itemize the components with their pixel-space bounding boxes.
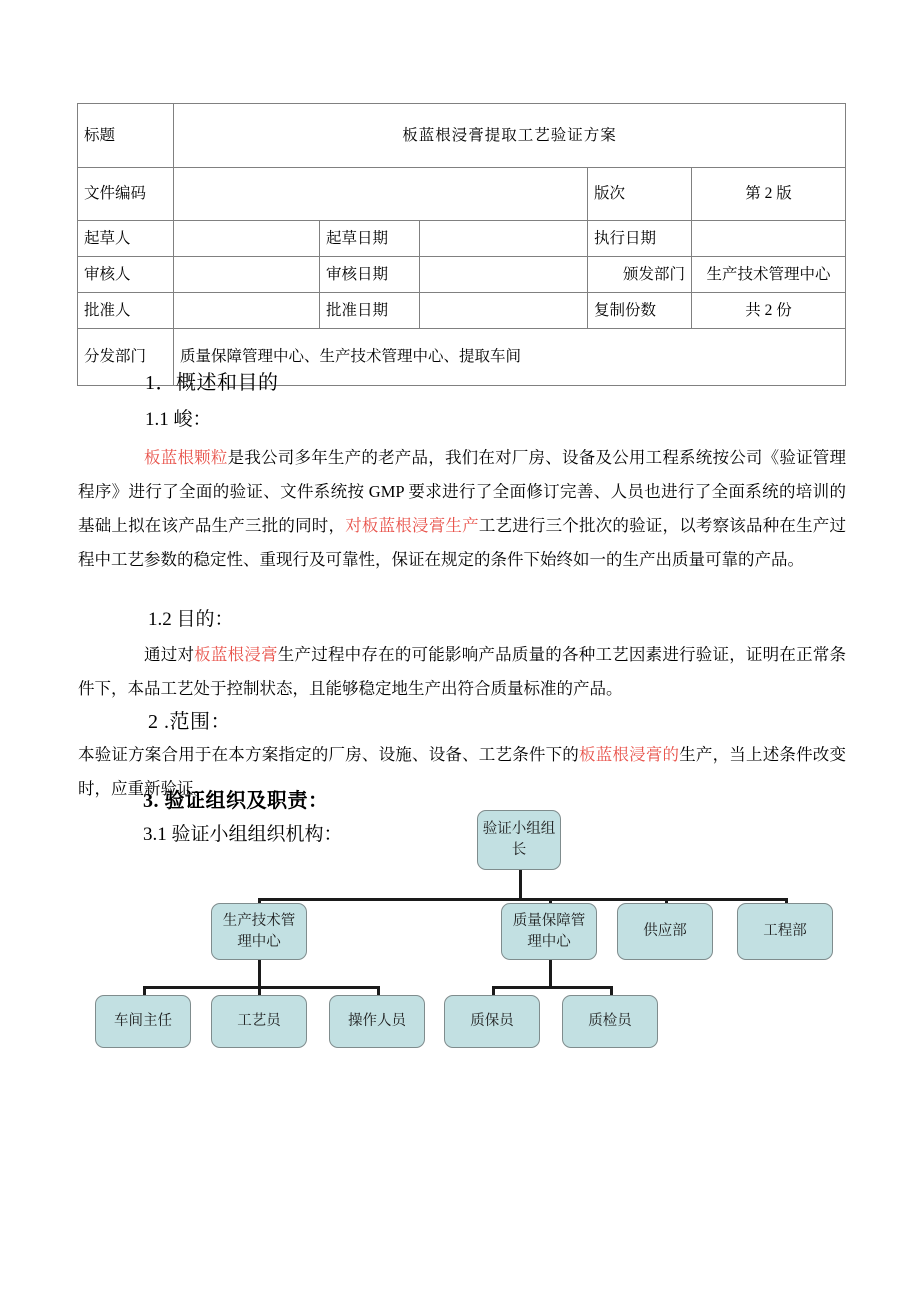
org-node-operator-label: 操作人员 bbox=[348, 1013, 406, 1029]
table-row-approver bbox=[78, 293, 846, 329]
heading-section-1-1: 1.1 峻： bbox=[145, 409, 212, 430]
cell-value-issuing-dept: 生产技术管理中心 bbox=[692, 257, 846, 293]
cell-label-version: 版次 bbox=[588, 168, 692, 221]
cell-value-drafter bbox=[174, 221, 320, 257]
org-node-process-officer-label: 工艺员 bbox=[237, 1013, 281, 1029]
table-row-drafter bbox=[78, 221, 846, 257]
cell-document-title: 板蓝根浸膏提取工艺验证方案 bbox=[174, 104, 846, 168]
org-node-production-tech-center bbox=[211, 903, 307, 960]
org-node-operator bbox=[329, 995, 425, 1048]
org-node-production-tech-center-label: 生产技术管理中心 bbox=[222, 912, 296, 950]
cell-value-version: 第 2 版 bbox=[692, 168, 846, 221]
document-header-table bbox=[77, 103, 846, 386]
table-row-title bbox=[78, 104, 846, 168]
cell-label-reviewer: 审核人 bbox=[78, 257, 174, 293]
cell-label-drafter: 起草人 bbox=[78, 221, 174, 257]
connector-level3-right-bus bbox=[494, 986, 613, 989]
org-node-workshop-director-label: 车间主任 bbox=[114, 1013, 172, 1029]
paragraph-text-3b: 生产，当上述条件改变时，应重新验证。 bbox=[78, 745, 847, 798]
connector-level3-left-bus bbox=[145, 986, 380, 989]
cell-value-approve-date bbox=[420, 293, 588, 329]
cell-value-distribution: 质量保障管理中心、生产技术管理中心、提取车间 bbox=[174, 329, 846, 386]
paragraph-text-3a: 本验证方案合用于在本方案指定的厂房、设施、设备、工艺条件下的 bbox=[78, 745, 579, 764]
org-node-qc-officer-label: 质检员 bbox=[588, 1013, 632, 1029]
highlight-product-name-2: 对板蓝根浸膏生产 bbox=[345, 516, 479, 535]
org-node-quality-assurance-center bbox=[501, 903, 597, 960]
cell-value-draft-date bbox=[420, 221, 588, 257]
highlight-product-name-4: 板蓝根浸膏的 bbox=[579, 745, 680, 764]
table-row-reviewer bbox=[78, 257, 846, 293]
org-node-engineering-dept bbox=[737, 903, 833, 960]
connector-quality-center-down bbox=[549, 960, 552, 988]
paragraph-section-1-2 bbox=[78, 638, 846, 706]
heading-section-3: 3. 验证组织及职责： bbox=[143, 790, 329, 812]
cell-value-copies: 共 2 份 bbox=[692, 293, 846, 329]
org-node-process-officer bbox=[211, 995, 307, 1048]
cell-label-approve-date: 批准日期 bbox=[320, 293, 420, 329]
heading-section-1: 1．概述和目的 bbox=[145, 372, 279, 394]
cell-value-review-date bbox=[420, 257, 588, 293]
org-node-supply-dept bbox=[617, 903, 713, 960]
cell-label-code: 文件编码 bbox=[78, 168, 174, 221]
org-node-supply-dept-label: 供应部 bbox=[643, 923, 687, 939]
cell-label-exec-date: 执行日期 bbox=[588, 221, 692, 257]
cell-value-approver bbox=[174, 293, 320, 329]
cell-label-review-date: 审核日期 bbox=[320, 257, 420, 293]
cell-value-exec-date bbox=[692, 221, 846, 257]
cell-label-copies: 复制份数 bbox=[588, 293, 692, 329]
paragraph-section-1-1 bbox=[78, 441, 846, 577]
highlight-product-name-1: 板蓝根颗粒 bbox=[144, 448, 228, 467]
heading-section-3-1: 3.1 验证小组组织机构： bbox=[143, 824, 343, 845]
org-chart bbox=[0, 795, 920, 1085]
paragraph-text-2b: 生产过程中存在的可能影响产品质量的各种工艺因素进行验证，证明在正常条件下，本品工艺处于控制状态，且能够稳定地生产出符合质量标准的产品。 bbox=[78, 645, 847, 698]
connector-prod-center-down bbox=[258, 960, 261, 988]
paragraph-text-1a: 是我公司多年生产的老产品，我们在对厂房、设备及公用工程系统按公司《验证管理程序》进行了全面的验证、文件系统按 GMP 要求进行了全面修订完善、人员也进行了全面系统的培训的基础上拟在该产品生产三批的同时， bbox=[78, 448, 847, 535]
heading-section-2: 2 .范围： bbox=[148, 711, 231, 733]
org-node-root-label: 验证小组组长 bbox=[482, 821, 556, 858]
cell-label-approver: 批准人 bbox=[78, 293, 174, 329]
table-row-code bbox=[78, 168, 846, 221]
connector-level2-bus bbox=[260, 898, 787, 901]
org-node-quality-assurance-center-label: 质量保障管理中心 bbox=[512, 912, 586, 950]
org-node-root bbox=[477, 810, 561, 870]
org-node-engineering-dept-label: 工程部 bbox=[763, 923, 807, 939]
org-node-workshop-director bbox=[95, 995, 191, 1048]
paragraph-text-1b: 工艺进行三个批次的验证，以考察该品种在生产过程中工艺参数的稳定性、重现行及可靠性，保证在规定的条件下始终如一的生产出质量可靠的产品。 bbox=[78, 516, 847, 569]
org-node-qa-officer-label: 质保员 bbox=[470, 1013, 514, 1029]
paragraph-text-2a: 通过对 bbox=[144, 645, 195, 664]
cell-label-draft-date: 起草日期 bbox=[320, 221, 420, 257]
cell-label-issuing-dept: 颁发部门 bbox=[588, 257, 692, 293]
org-node-qc-officer bbox=[562, 995, 658, 1048]
cell-value-code bbox=[174, 168, 588, 221]
org-node-qa-officer bbox=[444, 995, 540, 1048]
connector-root-down bbox=[519, 870, 522, 900]
cell-label-distribution: 分发部门 bbox=[78, 329, 174, 386]
highlight-product-name-3: 板蓝根浸膏 bbox=[194, 645, 278, 664]
heading-section-1-2: 1.2 目的： bbox=[148, 609, 234, 630]
cell-value-reviewer bbox=[174, 257, 320, 293]
cell-label-title: 标题 bbox=[78, 104, 174, 168]
